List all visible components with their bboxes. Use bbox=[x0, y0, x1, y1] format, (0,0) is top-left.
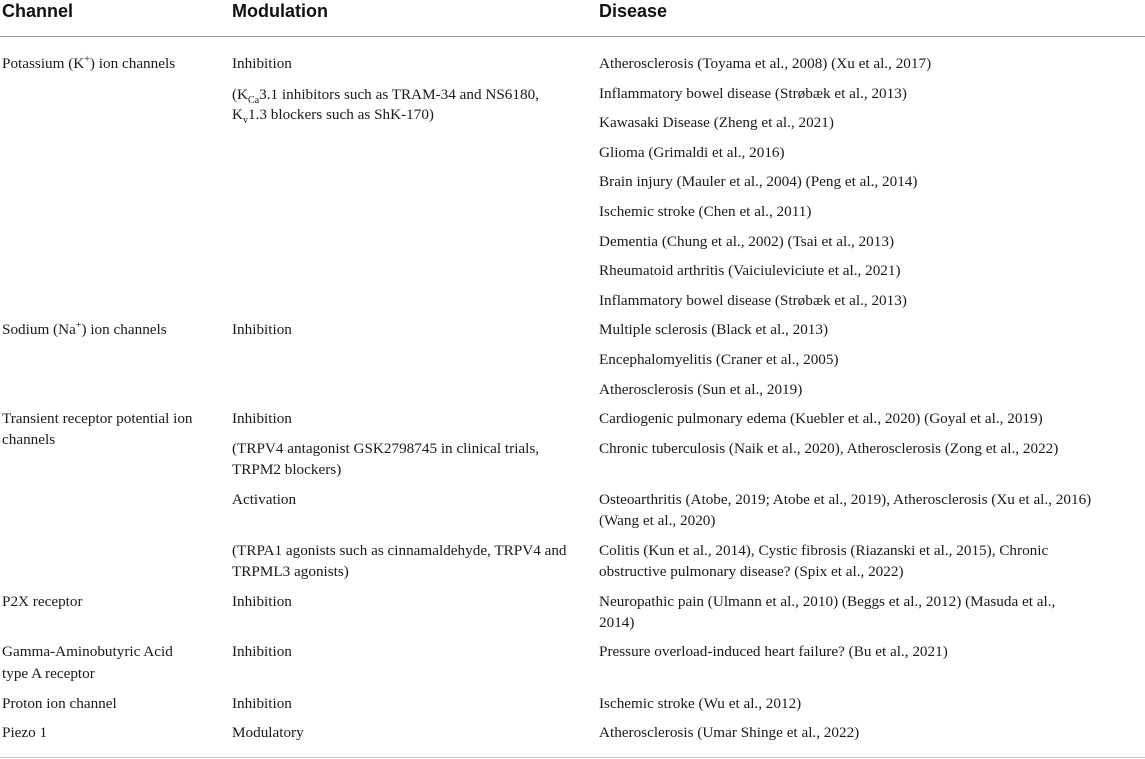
modulation-note-potassium-1: ($K_{Ca}3.1$ inhibitors such as TRAM-34 and NS6180, bbox=[232, 86, 539, 107]
disease-item: Kawasaki Disease (Zheng et al., 2021) bbox=[599, 114, 834, 131]
modulation-potassium: Inhibition bbox=[232, 55, 292, 72]
disease-item: Glioma (Grimaldi et al., 2016) bbox=[599, 144, 785, 161]
disease-item: Neuropathic pain (Ulmann et al., 2010) (Beggs et al., 2012) (Masuda et al., bbox=[599, 593, 1056, 610]
disease-item: Rheumatoid arthritis (Vaiciuleviciute et al., 2021) bbox=[599, 262, 901, 279]
channel-piezo: Piezo 1 bbox=[2, 724, 48, 741]
modulation-proton: Inhibition bbox=[232, 695, 292, 712]
disease-item: Colitis (Kun et al., 2014), Cystic fibrosis (Riazanski et al., 2015), Chronic bbox=[599, 542, 1049, 559]
channel-proton: Proton ion channel bbox=[2, 695, 117, 712]
disease-item: Osteoarthritis (Atobe, 2019; Atobe et al., 2019), Atherosclerosis (Xu et al., 2016) bbox=[599, 491, 1092, 508]
disease-item: Atherosclerosis (Umar Shinge et al., 2022) bbox=[599, 724, 860, 741]
disease-item: Encephalomyelitis (Craner et al., 2005) bbox=[599, 351, 839, 368]
channel-trp-line1: Transient receptor potential ion bbox=[2, 410, 193, 427]
disease-item: obstructive pulmonary disease? (Spix et al., 2022) bbox=[599, 563, 904, 580]
channel-sodium: Sodium (Na+) ion channels bbox=[2, 319, 167, 338]
modulation-note-trp-inhibition-1: (TRPV4 antagonist GSK2798745 in clinical trials, bbox=[232, 440, 540, 457]
modulation-note-trp-inhibition-2: TRPM2 blockers) bbox=[232, 461, 342, 478]
disease-item: 2014) bbox=[599, 614, 635, 631]
disease-item: Chronic tuberculosis (Naik et al., 2020), Atherosclerosis (Zong et al., 2022) bbox=[599, 440, 1059, 457]
modulation-note-trp-activation-1: (TRPA1 agonists such as cinnamaldehyde, TRPV4 and bbox=[232, 542, 567, 559]
disease-item: Brain injury (Mauler et al., 2004) (Peng et al., 2014) bbox=[599, 173, 918, 190]
channel-gaba-line2: type A receptor bbox=[2, 665, 95, 682]
disease-item: Inflammatory bowel disease (Strøbæk et al., 2013) bbox=[599, 85, 907, 102]
header-rule bbox=[0, 36, 1145, 37]
modulation-trp-inhibition: Inhibition bbox=[232, 410, 292, 427]
disease-item: Dementia (Chung et al., 2002) (Tsai et al., 2013) bbox=[599, 233, 895, 250]
disease-item: Multiple sclerosis (Black et al., 2013) bbox=[599, 321, 829, 338]
header-modulation: Modulation bbox=[232, 1, 328, 21]
modulation-trp-activation: Activation bbox=[232, 491, 297, 508]
modulation-piezo: Modulatory bbox=[232, 724, 304, 741]
modulation-note-potassium-2: $K_v1.3$ blockers such as ShK-170) bbox=[232, 106, 434, 127]
table-header bbox=[0, 0, 1145, 37]
table-bottom-rule bbox=[0, 757, 1145, 758]
header-channel: Channel bbox=[2, 1, 74, 21]
disease-item: Ischemic stroke (Chen et al., 2011) bbox=[599, 203, 812, 220]
modulation-gaba: Inhibition bbox=[232, 643, 292, 660]
disease-item: Cardiogenic pulmonary edema (Kuebler et al., 2020) (Goyal et al., 2019) bbox=[599, 410, 1043, 427]
disease-item: Atherosclerosis (Toyama et al., 2008) (Xu et al., 2017) bbox=[599, 55, 932, 72]
modulation-p2x: Inhibition bbox=[232, 593, 292, 610]
channel-p2x: P2X receptor bbox=[2, 593, 83, 610]
disease-item: Atherosclerosis (Sun et al., 2019) bbox=[599, 381, 803, 398]
disease-item: (Wang et al., 2020) bbox=[599, 512, 716, 529]
modulation-note-trp-activation-2: TRPML3 agonists) bbox=[232, 563, 349, 580]
disease-item: Pressure overload-induced heart failure? (Bu et al., 2021) bbox=[599, 643, 948, 660]
channel-trp-line2: channels bbox=[2, 431, 56, 448]
disease-item: Inflammatory bowel disease (Strøbæk et al., 2013) bbox=[599, 292, 907, 309]
disease-item: Ischemic stroke (Wu et al., 2012) bbox=[599, 695, 802, 712]
channel-gaba-line1: Gamma-Aminobutyric Acid bbox=[2, 643, 173, 660]
channel-potassium: Potassium (K+) ion channels bbox=[2, 53, 176, 72]
header-disease: Disease bbox=[599, 1, 668, 21]
modulation-sodium: Inhibition bbox=[232, 321, 292, 338]
